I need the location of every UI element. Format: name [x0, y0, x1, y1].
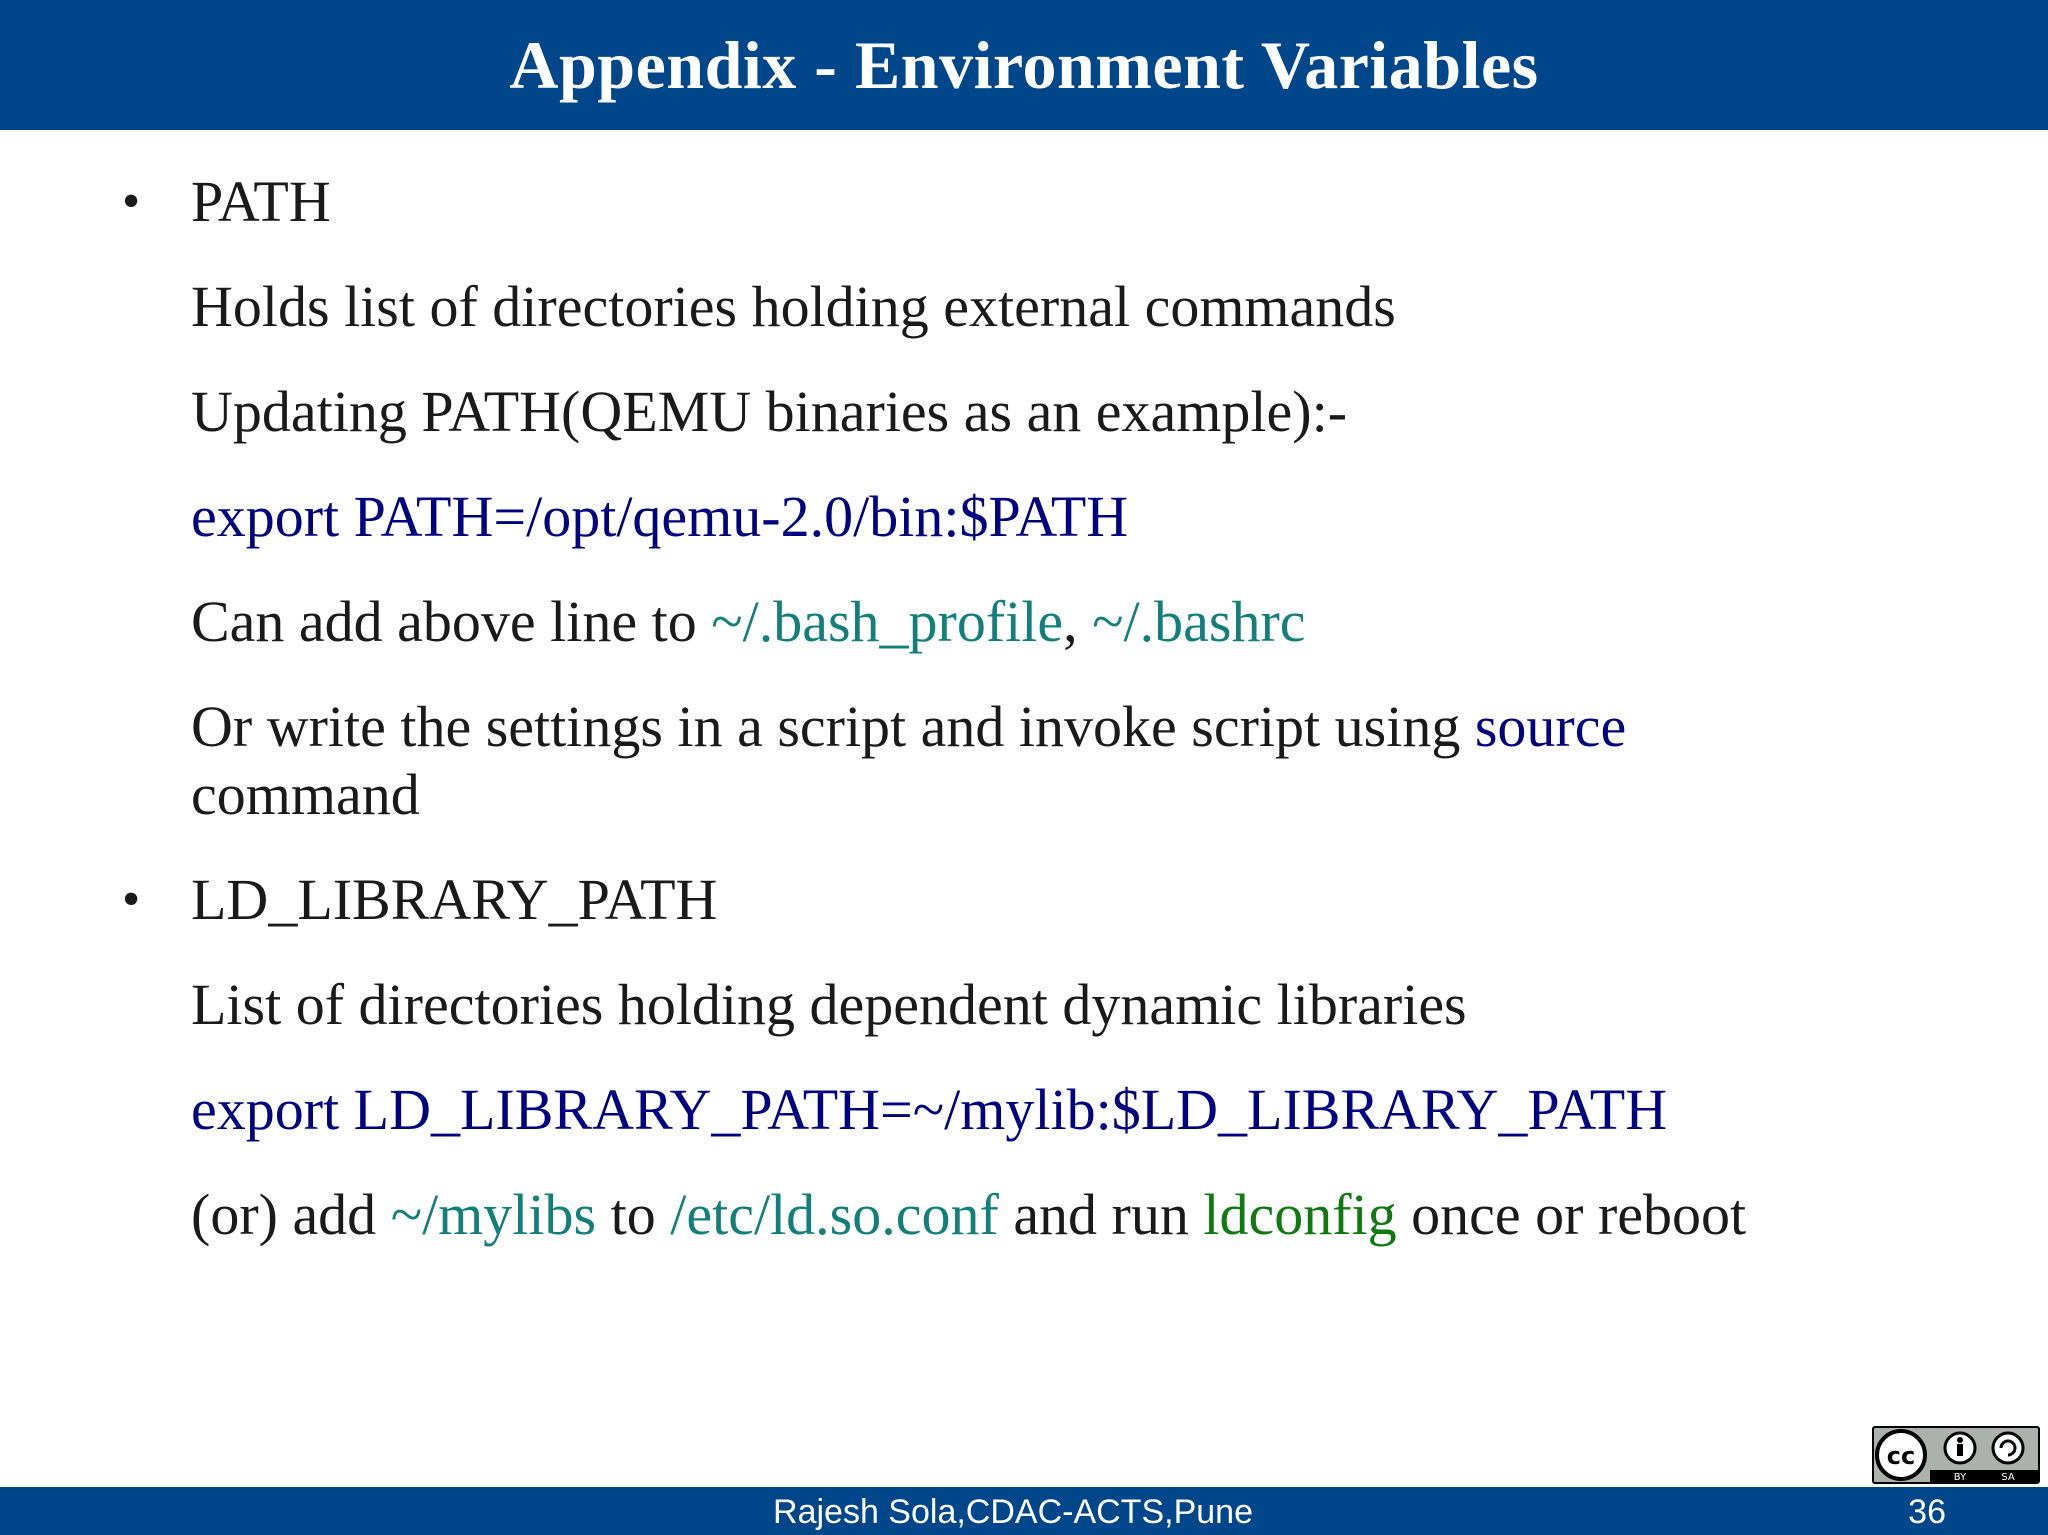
sa-label: SA — [2001, 1472, 2015, 1483]
footer-bar — [0, 1487, 2048, 1535]
once-or-reboot-text: once or reboot — [1396, 1182, 1747, 1247]
path-update-note: Updating PATH(QEMU binaries as an example):- — [191, 379, 1348, 444]
bash-profile-path: ~/.bash_profile — [711, 589, 1064, 654]
cc-by-sa-license-icon — [1872, 1426, 2040, 1484]
path-source-line — [191, 693, 1626, 761]
ld-export-command: export LD_LIBRARY_PATH=~/mylib:$LD_LIBRARY_PATH — [191, 1077, 1668, 1142]
ld-description: List of directories holding dependent dynamic libraries — [191, 972, 1467, 1037]
footer-author: Rajesh Sola,CDAC-ACTS,Pune — [773, 1493, 1253, 1531]
title-bar — [0, 0, 2048, 130]
bullet-marker: • — [122, 871, 141, 928]
or-add-text: (or) add — [191, 1182, 391, 1247]
cc-label: cc — [1886, 1442, 1916, 1470]
separator: , — [1063, 589, 1093, 654]
to-text: to — [596, 1182, 671, 1247]
ld-so-conf-path: /etc/ld.so.conf — [670, 1182, 999, 1247]
bullet-heading-ld-library-path: LD_LIBRARY_PATH — [191, 867, 718, 932]
ldconfig-command: ldconfig — [1203, 1182, 1397, 1247]
path-export-command: export PATH=/opt/qemu-2.0/bin:$PATH — [191, 484, 1129, 549]
bashrc-path: ~/.bashrc — [1092, 589, 1306, 654]
and-run-text: and run — [998, 1182, 1204, 1247]
mylibs-path: ~/mylibs — [390, 1182, 597, 1247]
bullet-heading-path: PATH — [191, 169, 331, 234]
path-description: Holds list of directories holding external commands — [191, 274, 1396, 339]
slide-title: Appendix - Environment Variables — [509, 26, 1539, 103]
by-label: BY — [1953, 1472, 1967, 1483]
path-add-line — [191, 588, 1306, 656]
bullet-marker: • — [122, 173, 141, 230]
page-number: 36 — [1908, 1493, 1946, 1531]
path-source-line-cont: command — [191, 762, 420, 827]
add-prefix: Can add above line to — [191, 589, 712, 654]
source-keyword: source — [1474, 694, 1627, 759]
ld-config-line — [191, 1181, 1746, 1249]
or-prefix: Or write the settings in a script and invoke script using — [191, 694, 1475, 759]
